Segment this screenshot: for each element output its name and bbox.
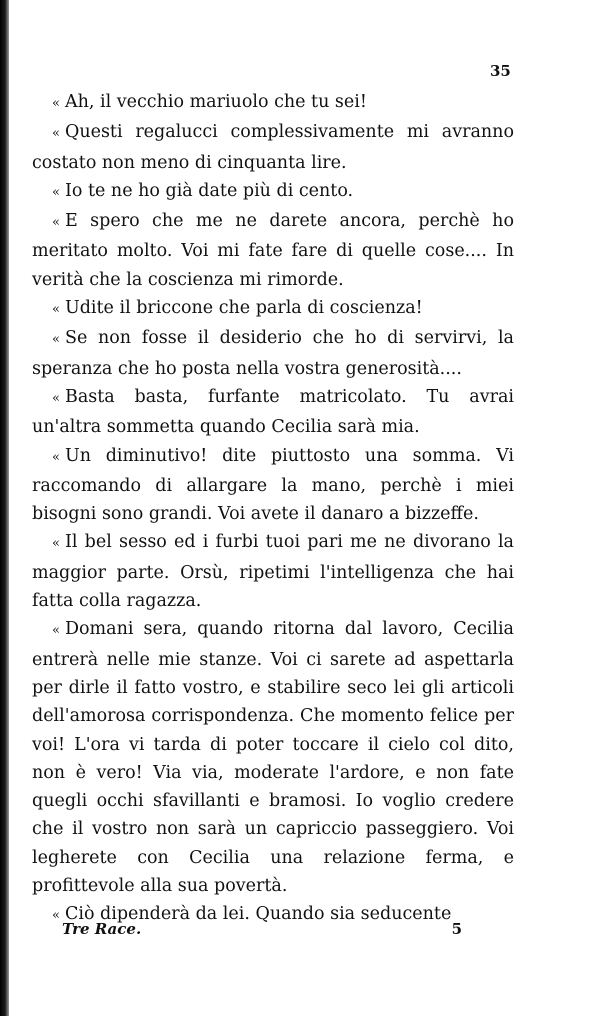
paragraph-text: Domani sera, quando ritorna dal lavoro, Cecilia entrerà nelle mie stanze. Voi ci sarete ad aspettarla per dirle il fatto vostro, e stabilire seco lei gli articoli dell'amorosa corrispondenza. Che momento felice per voi! L'ora vi tarda di poter toccare il cielo col dito, non è vero! Via via, moderate l'ardore, e non fate quegli occhi sfavillanti e bramosi. Io voglio credere che il vostro non sarà un capriccio passeggiero. Voi legherete con Cecilia una relazione ferma, e profittevole alla sua povertà. [32,619,514,897]
open-quote-mark: « [52,623,60,639]
open-quote-mark: « [52,302,60,318]
open-quote-mark: « [52,184,60,200]
page-footer [62,920,462,938]
paragraph-text: Ah, il vecchio mariuolo che tu sei! [64,92,367,112]
body-text [32,88,514,931]
paragraph [32,177,514,207]
paragraph [32,294,514,324]
open-quote-mark: « [52,332,60,348]
paragraph-text: Udite il briccone che parla di coscienza! [64,298,423,319]
sheet-number: 5 [451,920,462,938]
paragraph-text: Questi regalucci complessivamente mi avranno costato non meno di cinquanta lire. [32,122,514,173]
paragraph [32,383,514,442]
signature-mark: Tre Race. [62,920,142,938]
open-quote-mark: « [52,126,60,142]
paragraph [32,118,514,177]
open-quote-mark: « [52,96,60,111]
open-quote-mark: « [52,449,60,465]
paragraph-text: Io te ne ho già date più di cento. [64,180,354,201]
paragraph-text: Il bel sesso ed i furbi tuoi pari me ne divorano la maggior parte. Orsù, ripetimi l'intelligenza che hai fatta colla ragazza. [32,532,514,612]
page-binding-edge [0,0,9,1016]
paragraph-text: E spero che me ne darete ancora, perchè ho meritato molto. Voi mi fate fare di quelle cose.... In verità che la coscienza mi rimorde. [32,211,514,290]
paragraph [32,207,514,294]
paragraph [32,442,514,529]
paragraph-text: Ciò dipenderà da lei. Quando sia seducente [64,904,452,925]
open-quote-mark: « [52,908,60,924]
paragraph-text: Se non fosse il desiderio che ho di servirvi, la speranza che ho posta nella vostra generosità.... [32,328,514,379]
open-quote-mark: « [52,215,60,231]
paragraph-text: Basta basta, furfante matricolato. Tu avrai un'altra sommetta quando Cecilia sarà mia. [32,386,514,438]
paragraph [32,615,514,900]
paragraph [32,528,514,615]
paragraph-text: Un diminutivo! dite piuttosto una somma. Vi raccomando di allargare la mano, perchè i miei bisogni sono grandi. Voi avete il danaro a bizzeffe. [32,445,514,525]
page-number: 35 [490,62,511,80]
open-quote-mark: « [52,390,60,406]
paragraph [32,324,514,383]
paragraph [32,88,514,118]
open-quote-mark: « [52,536,60,552]
